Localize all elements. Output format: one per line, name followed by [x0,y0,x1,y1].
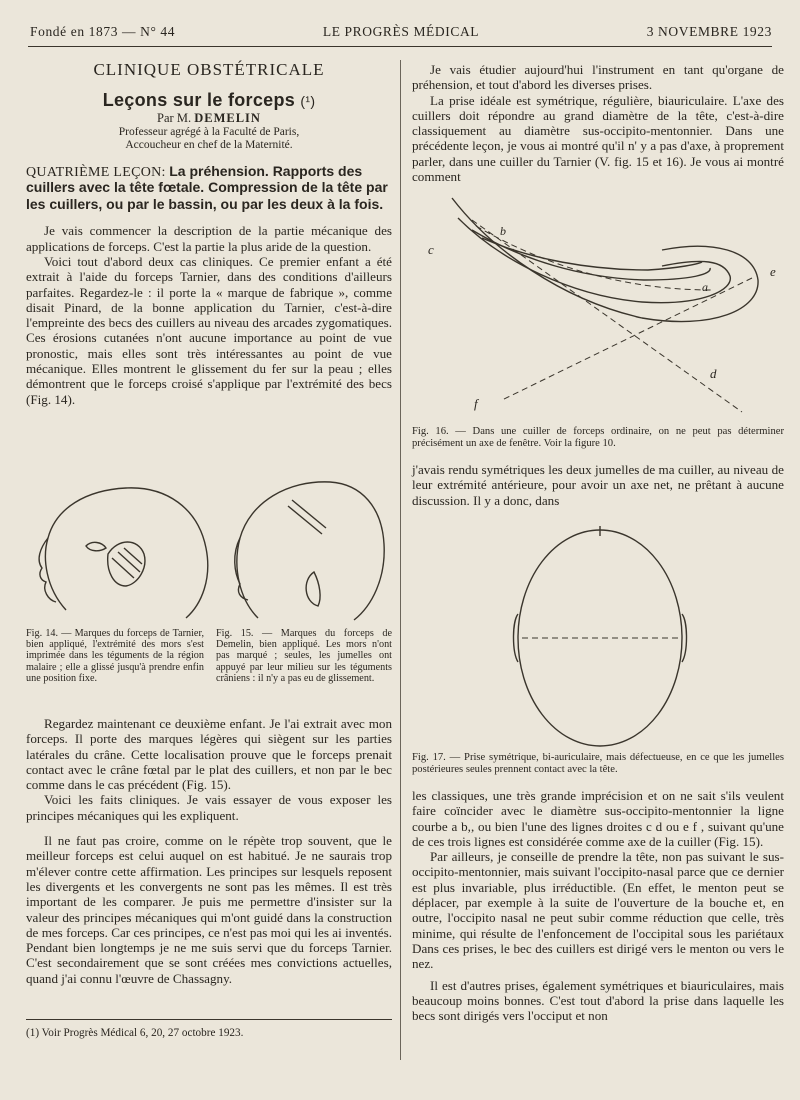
fig16-label-d: d [710,366,717,381]
paragraph: Il est d'autres prises, également symétriques et biauriculaires, mais beaucoup moins bonnes. C'est tout d'abord la prise dans laquelle les becs sont dirigés vers l'occiput et non [412,977,784,1024]
right-column-middle [412,462,784,508]
section-rubric: CLINIQUE OBSTÉTRICALE [93,60,325,79]
left-column-bottom [26,716,392,986]
figure-14-15-drawings [26,468,396,626]
header-founded: Fondé en 1873 — N° 44 [30,24,176,39]
figure-16-labels [412,190,788,420]
figure-16-caption: Fig. 16. — Dans une cuiller de forceps ordinaire, on ne peut pas déterminer précisément un axe de fenêtre. Voir la figure 10. [412,426,784,449]
right-column-bottom [412,788,784,1023]
lesson-heading [26,164,392,214]
fig17-head-outline [514,526,687,746]
paragraph: Voici tout d'abord deux cas cliniques. Ce premier enfant a été extrait à l'aide du forceps Tarnier, dans des conditions d'ailleurs parfaites. Regardez-le : il porte la « marque de fabrique », comme disait Pinard, de la bonne application du Tarnier, c'est-à-dire l'empreinte des becs des cuillers au niveau des arcades zygomatiques. Ces érosions cutanées n'ont aucune importance au point de vue pronostic, mais elles sont très intéressantes au point de vue mécanique. Elles montrent le glissement du fer sur la peau ; elles démontrent que le forceps croisé s'applique par l'extrémité des becs (Fig. 14). [26,253,392,407]
author-line [26,111,392,126]
paragraph: Je vais commencer la description de la partie mécanique des applications de forceps. C'est la partie la plus aride de la question. [26,223,392,254]
header-rule [28,46,772,47]
author-affiliation-2: Accoucheur en chef de la Maternité. [125,138,293,151]
lesson-subject: La préhension. Rapports des cuillers avec la tête fœtale. Compression de la tête par les cuillers, ou par le bassin, ou par les deux à la fois. [26,162,388,212]
running-header [30,24,772,44]
paragraph: Par ailleurs, je conseille de prendre la tête, non pas suivant le sus-occipito-mentonnier, mais suivant l'occipito-nasal parce que ce dernier est plus invariable, plus irréductible. (En effet, le menton peut se déplacer, par exemple à la suite de l'ouverture de la bouche et, en outre, l'occipito nasal ne peut subir comme réduction que celle, très minime, qui résulte de l'enfoncement de l'occipital sous les pariétaux Dans ces prises, le bec des cuillers est dirigé vers le menton ou vers le nez. [412,849,784,972]
lesson-label: QUATRIÈME LEÇON: [26,164,166,180]
paragraph: Regardez maintenant ce deuxième enfant. Je l'ai extrait avec mon forceps. Il porte des marques légères qui siègent sur les parties latérales du crâne. Cette localisation prouve que le forceps prenait contact avec le crâne fœtal par le plat des cuillers, et non par le bec comme dans le cas précédent (Fig. 15). [26,716,392,793]
fig16-label-f: f [474,396,478,411]
title-footnote-mark: (¹) [300,93,316,110]
figure-14-caption: Fig. 14. — Marques du forceps de Tarnier, bien appliqué, l'extrémité des mors s'est imprimée dans les téguments de la région malaire ; elle a glissé jusqu'à prendre enfin une position fixe. [26,628,204,684]
fig16-label-a: a [702,280,708,294]
figure-17-drawing [412,522,788,750]
footnote-rule [26,1019,392,1020]
fig15-infant-head [235,482,384,620]
figure-17-caption: Fig. 17. — Prise symétrique, bi-auriculaire, mais défectueuse, en ce que les jumelles postérieures seules prennent contact avec la tête. [412,752,784,775]
fig16-label-e: e [770,264,776,279]
paragraph: La prise idéale est symétrique, régulière, biauriculaire. L'axe des cuillers doit répondre au grand diamètre de la tête, c'est-à-dire classiquement au diamètre sus-occipito-mentonnier. Dans une précédente leçon, je vous ai montré qu'il n' y a pas d'axe, à proprement parler, dans une cuiller du Tarnier (V. fig. 15 et 16). Je vous ai montré comment [412,92,784,185]
header-journal-title: LE PROGRÈS MÉDICAL [322,24,480,39]
author-prefix: Par M. [157,110,192,125]
lecture-title [26,90,392,111]
author-affiliation-1: Professeur agrégé à la Faculté de Paris, [118,125,300,138]
footnote: (1) Voir Progrès Médical 6, 20, 27 octobre 1923. [26,1027,244,1039]
header-date: 3 NOVEMBRE 1923 [646,24,772,39]
right-column-top [412,62,784,184]
paragraph: Il ne faut pas croire, comme on le répète trop souvent, que le meilleur forceps est celui auquel on est habitué. Je ne saurais trop m'élever contre cette affirmation. Les principes sur lesquels reposent les divergents et les convergents ne sont pas les mêmes. Il est très important de les comparer. Je puis me permettre d'insister sur la valeur des principes mécaniques qui m'ont guidé dans la construction de mes forceps. Car ces principes, ce n'est pas moi qui les ai inventés. Pendant bien longtemps je ne me suis servi que du forceps Tarnier. C'est secondairement que se sont créées mes convictions actuelles, quand j'ai connu l'œuvre de Chassagny. [26,833,392,986]
fig14-infant-head [39,488,208,618]
left-column-top [26,62,392,407]
paragraph: Voici les faits cliniques. Je vais essayer de vous exposer les principes mécaniques qui les expliquent. [26,792,392,823]
fig16-label-b: b [500,224,506,238]
paragraph: Je vais étudier aujourd'hui l'instrument en tant qu'organe de préhension, et tout d'abord les diverses prises. [412,62,784,93]
column-divider [400,60,401,1060]
figure-15-caption: Fig. 15. — Marques du forceps de Demelin, bien appliqué. Les mors n'ont pas marqué ; seules, les jumelles ont appuyé par leur milieu sur les téguments crâniens : il n'y a pas eu de glissement. [216,628,392,684]
fig16-label-c: c [428,242,434,257]
author-name: DEMELIN [194,110,261,125]
paragraph: les classiques, une très grande imprécision et on ne sait s'ils veulent faire coïncider avec le diamètre sus-occipito-mentonnier la ligne courbe a b,, ou bien l'une des lignes droites c d ou e f , suivant qu'une de ces trois lignes est considérée comme axe de la cuiller (Fig. 15). [412,788,784,849]
paragraph: j'avais rendu symétriques les deux jumelles de ma cuiller, au niveau de leur extrémité antérieure, pour avoir un axe net, ne prêtant à aucune discussion. Il y a donc, dans [412,462,784,508]
lecture-title-text: Leçons sur le forceps [102,90,296,111]
